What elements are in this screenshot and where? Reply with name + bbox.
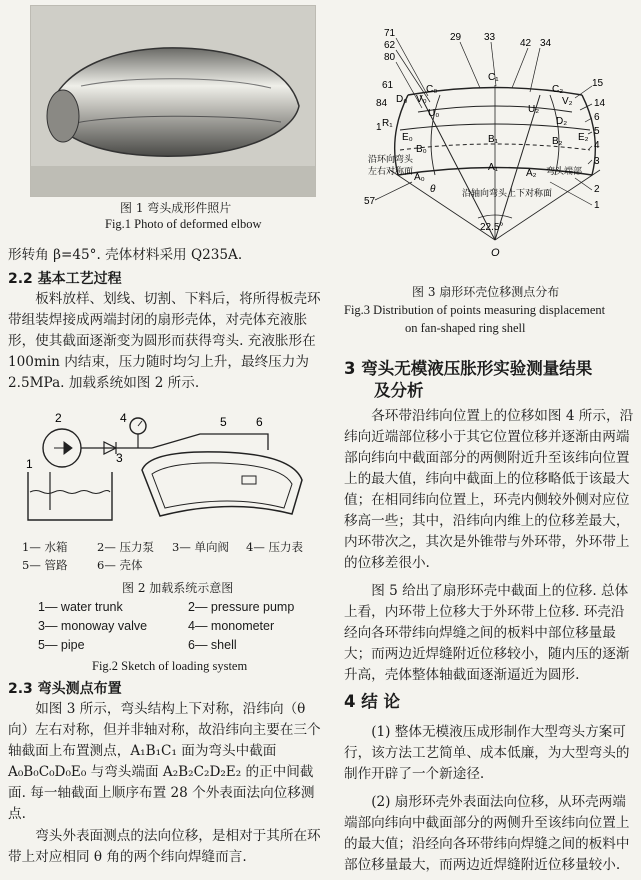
fig3-diagram bbox=[330, 0, 635, 290]
fig3-label-42: 42 bbox=[520, 38, 532, 49]
section-3-heading-line-1: 3 弯头无模液压胀形实验测量结果 bbox=[344, 359, 593, 378]
fig2-num-3: 3 bbox=[116, 451, 123, 465]
fig3-pt-V2: V₂ bbox=[562, 96, 573, 107]
fig2-legend-en-4: 4— monometer bbox=[188, 619, 275, 633]
fig3-label-29: 29 bbox=[450, 32, 462, 43]
fig3-label-5: 5 bbox=[594, 126, 600, 137]
fig3-label-theta: θ bbox=[430, 184, 436, 195]
fig3-pt-V0: V₀ bbox=[416, 94, 427, 105]
fig2-legend-cn-4: 4— 压力表 bbox=[246, 540, 303, 554]
fig3-pt-B2: B₂ bbox=[552, 136, 563, 147]
section-3-body-2: 图 5 给出了扇形环壳中截面上的位移. 总体上看，内环带上位移大于外环带上位移. 环壳沿经向各环带纬向焊缝之间的板料中部位移量最大；而两边近焊缝附近位移较小，随内压的逐渐升高，壳体整体轴截面逐渐逼近为圆形. bbox=[344, 583, 630, 683]
fig3-label-2: 2 bbox=[594, 184, 600, 195]
fig3-pt-D2: D₂ bbox=[556, 116, 568, 127]
fig3-caption-en-2: on fan-shaped ring shell bbox=[405, 321, 526, 335]
fig3-label-angle: 22.5° bbox=[480, 222, 504, 233]
fig3-pt-C1: C₁ bbox=[488, 72, 499, 83]
fig3-pt-E2: E₂ bbox=[578, 132, 589, 143]
fig3-caption-en-1: Fig.3 Distribution of points measuring displacement bbox=[344, 303, 606, 317]
left-intro-line: 形转角 β=45°. 壳体材料采用 Q235A. bbox=[8, 247, 243, 263]
fig3-label-57: 57 bbox=[364, 196, 376, 207]
section-2-3-heading: 2.3 弯头测点布置 bbox=[8, 681, 122, 697]
section-4-heading: 4 结 论 bbox=[344, 692, 400, 711]
section-4-body-1: (1) 整体无模液压成形制作大型弯头方案可行，该方法工艺简单、成本低廉，为大型弯头的制作开辟了一个新途径. bbox=[344, 724, 630, 782]
pipe-to-shell bbox=[152, 434, 268, 450]
fig2-caption-en: Fig.2 Sketch of loading system bbox=[92, 659, 248, 673]
fig2-diagram bbox=[20, 410, 310, 532]
fig3-label-sym-left-2: 左右对称面 bbox=[368, 166, 414, 176]
fig3-pt-B1: B₁ bbox=[488, 134, 499, 145]
section-2-3-body-1: 如图 3 所示，弯头结构上下对称，沿纬向（θ 向）左右对称，但并非轴对称，故沿纬向主要在三个轴截面上布置测点，A₁B₁C₁ 面为弯头中截面 A₀B₀C₀D₀E₀ 与弯头端面 A₂B₂C₂D₂E₂ 的正中间截面. 每一轴截面上顺序布置 28 个外表面法向位移测点. bbox=[8, 701, 321, 822]
fig2-caption-cn: 图 2 加载系统示意图 bbox=[122, 581, 234, 595]
fig2-legend-en-5: 5— pipe bbox=[38, 638, 85, 652]
fig2-legend-cn-6: 6— 壳体 bbox=[97, 558, 143, 572]
fig3-pt-A2: A₂ bbox=[526, 168, 537, 179]
fig3-pt-B0: B₀ bbox=[416, 144, 427, 155]
fig3-label-axis-sym: 沿轴向弯头上下对称面 bbox=[462, 188, 553, 198]
fig3-label-62: 62 bbox=[384, 40, 396, 51]
fig3-caption-cn: 图 3 扇形环壳位移测点分布 bbox=[412, 285, 560, 299]
fig2-num-5: 5 bbox=[220, 415, 227, 429]
fig3-pt-U0: U₀ bbox=[428, 108, 440, 119]
fig3-pt-C0: C₀ bbox=[426, 84, 438, 95]
fig3-label-71: 71 bbox=[384, 28, 396, 39]
fig3-label-84: 84 bbox=[376, 98, 388, 109]
fig1-caption-en: Fig.1 Photo of deformed elbow bbox=[105, 217, 262, 231]
fig3-pt-D0: D₀ bbox=[396, 94, 408, 105]
fig3-label-left-1: 1 bbox=[376, 122, 382, 133]
fig3-pt-A1: A₁ bbox=[488, 162, 499, 173]
fig2-num-6: 6 bbox=[256, 415, 263, 429]
fig2-legend-cn-3: 3— 单向阀 bbox=[172, 540, 229, 554]
fig2-num-1: 1 bbox=[26, 457, 33, 471]
fig3-label-origin: O bbox=[491, 247, 500, 259]
elbow-photo-drawing bbox=[31, 6, 315, 196]
fig3-label-3: 3 bbox=[594, 156, 600, 167]
fig3-label-right-1: 1 bbox=[594, 200, 600, 211]
fig3-pt-C2: C₂ bbox=[552, 84, 564, 95]
fig3-label-sym-left-1: 沿环向弯头 bbox=[368, 154, 414, 164]
fig3-label-end: 弯头端部 bbox=[546, 166, 583, 176]
fig3-label-61: 61 bbox=[382, 80, 394, 91]
fig1-caption-cn: 图 1 弯头成形件照片 bbox=[120, 201, 232, 215]
fig2-legend-cn-1: 1— 水箱 bbox=[22, 540, 68, 554]
fig2-legend-cn-5: 5— 管路 bbox=[22, 558, 68, 572]
fig3-label-33: 33 bbox=[484, 32, 496, 43]
fig3-pt-R1: R₁ bbox=[382, 118, 393, 129]
fig3-label-4: 4 bbox=[594, 140, 600, 151]
fig2-num-2: 2 bbox=[55, 411, 62, 425]
fig2-legend-en-3: 3— monoway valve bbox=[38, 619, 148, 633]
water-tank bbox=[28, 472, 112, 520]
fig3-label-34: 34 bbox=[540, 38, 552, 49]
fig2-legend-en-6: 6— shell bbox=[188, 638, 237, 652]
section-2-2-body: 板料放样、划线、切割、下料后，将所得板壳环带组装焊接成两端封闭的扇形壳体，对壳体充液胀形，使其截面逐渐变为圆形而获得弯头. 充液胀形在 100min 内结束，压力随时均匀上升，最终压力为 2.5MPa. 加载系统如图 2 所示. bbox=[8, 291, 321, 391]
fig3-pt-A0: A₀ bbox=[414, 172, 425, 183]
fig2-legend-cn-2: 2— 压力泵 bbox=[97, 540, 154, 554]
fig2-legend-en-1: 1— water trunk bbox=[38, 600, 123, 614]
fig3-label-80: 80 bbox=[384, 52, 396, 63]
fig3-label-6: 6 bbox=[594, 112, 600, 123]
section-4-body-2: (2) 扇形环壳外表面法向位移，从环壳两端端部向纬向中截面部分的两侧升至该纬向位置上的最大值；沿经向各环带纬向焊缝之间的板料中部位移量最大，而两边近焊缝附近位移量较小. bbox=[344, 794, 630, 873]
fig3-label-14: 14 bbox=[594, 98, 606, 109]
fig3-label-15: 15 bbox=[592, 78, 604, 89]
fig3-pt-E0: E₀ bbox=[402, 132, 413, 143]
section-3-body-1: 各环带沿纬向位置上的位移如图 4 所示，沿纬向近端部位移小于其它位置位移并逐渐由两端部向纬向中截面部分的两侧附近升至该纬向位置上的最大值，纬向中截面上的位移略低于该最大值；在相同纬向位置上，环壳内侧较外侧对应位移高一些；其中，沿纬向内维上的位移差最大，内环带次之，其次是外锥带与外环带，外环带上的位移差很小. bbox=[344, 408, 634, 571]
section-2-3-body-2: 弯头外表面测点的法向位移，是相对于其所在环带上对应相同 θ 角的两个纬向焊缝而言. bbox=[8, 828, 321, 865]
section-2-2-heading: 2.2 基本工艺过程 bbox=[8, 271, 122, 287]
fig3-pt-U2: U₂ bbox=[528, 104, 540, 115]
fig2-num-4: 4 bbox=[120, 411, 127, 425]
section-3-heading-line-2: 及分析 bbox=[374, 381, 424, 400]
fig2-legend-en-2: 2— pressure pump bbox=[188, 600, 295, 614]
elbow-photo bbox=[30, 5, 316, 197]
